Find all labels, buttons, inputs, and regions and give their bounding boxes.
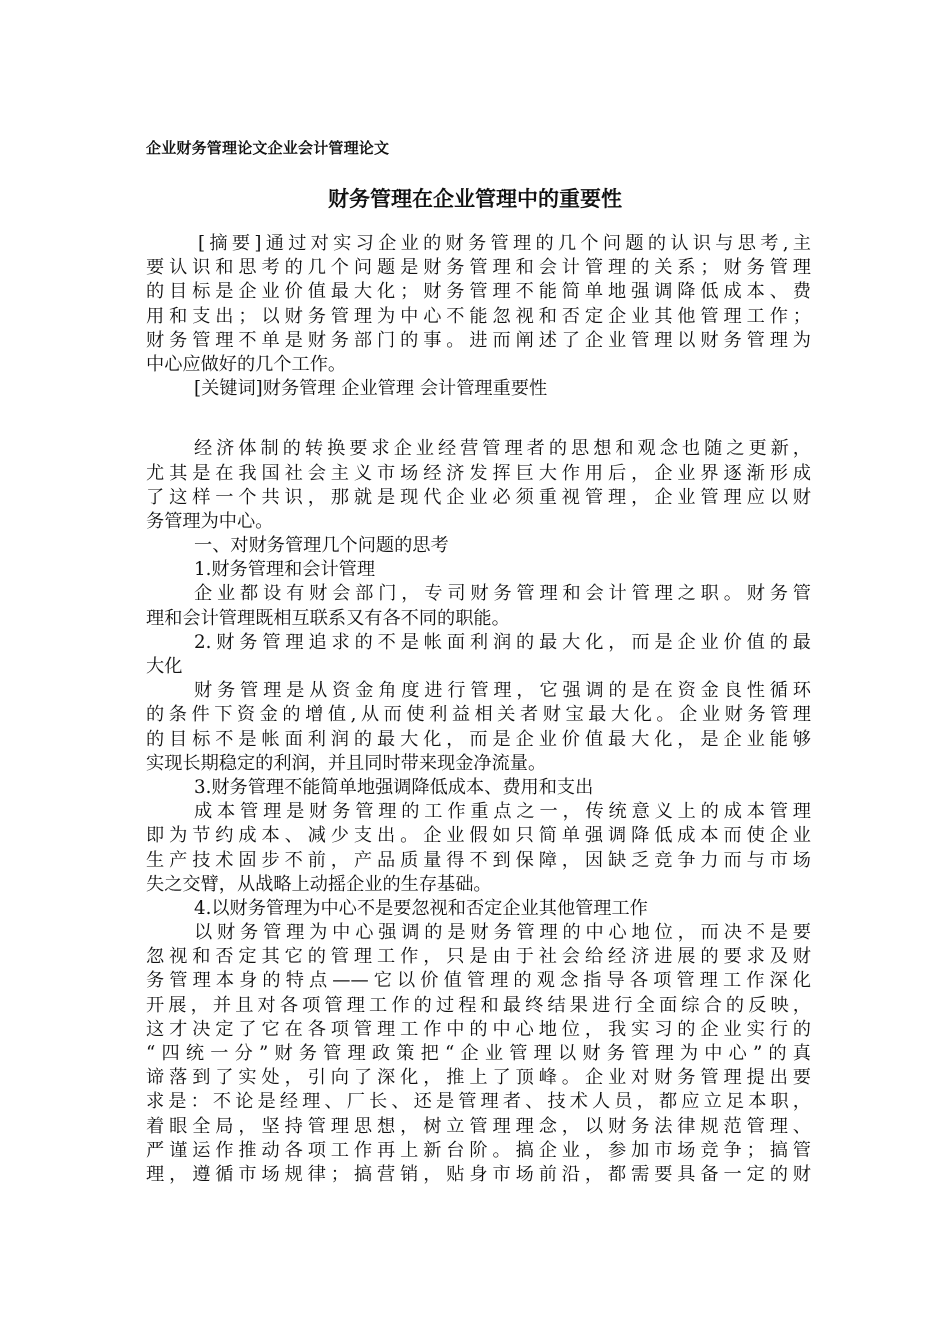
text-line: 2.财务管理追求的不是帐面利润的最大化，而是企业价值的最	[194, 631, 811, 653]
text-line: 谛落到了实处，引向了深化，推上了顶峰。企业对财务管理提出要	[146, 1067, 811, 1089]
text-line: 用和支出；以财务管理为中心不能忽视和否定企业其他管理工作；	[146, 305, 811, 327]
paragraph-2	[146, 679, 811, 776]
text-line: 理和会计管理既相互联系又有各不同的职能。	[146, 607, 510, 629]
subheading-1: 1.财务管理和会计管理	[194, 559, 376, 581]
paragraph-1	[146, 582, 811, 630]
text-line: 财务管理不单是财务部门的事。进而阐述了企业管理以财务管理为	[146, 329, 811, 351]
subheading-3: 3.财务管理不能简单地强调降低成本、费用和支出	[194, 776, 594, 798]
text-line: 这才决定了它在各项管理工作中的中心地位，我实习的企业实行的	[146, 1018, 811, 1040]
text-line: 着眼全局，坚持管理思想，树立管理理念，以财务法律规范管理、	[146, 1115, 811, 1137]
text-line: 严谨运作推动各项工作再上新台阶。搞企业，参加市场竞争；搞管	[146, 1139, 811, 1161]
text-line: 务管理本身的特点——它以价值管理的观念指导各项管理工作深化	[146, 970, 811, 992]
text-line: 大化	[146, 656, 183, 677]
text-line: 的条件下资金的增值,从而使利益相关者财宝最大化。企业财务管理	[146, 704, 811, 726]
text-line: 企业都设有财会部门，专司财务管理和会计管理之职。财务管	[194, 583, 811, 605]
text-line: 即为节约成本、减少支出。企业假如只简单强调降低成本而使企业	[146, 825, 811, 847]
text-line: 实现长期稳定的利润，并且同时带来现金净流量。	[146, 752, 547, 774]
text-line: 以财务管理为中心强调的是财务管理的中心地位，而决不是要	[194, 922, 811, 944]
text-line: [摘要]通过对实习企业的财务管理的几个问题的认识与思考,主	[198, 233, 811, 254]
paragraph-3	[146, 800, 811, 897]
text-line: 要认识和思考的几个问题是财务管理和会计管理的关系；财务管理	[146, 257, 811, 279]
paragraph-4	[146, 921, 811, 1187]
text-line: 求是：不论是经理、厂长、还是管理者、技术人员，都应立足本职，	[146, 1091, 811, 1113]
keywords-line: [关键词]财务管理 企业管理 会计管理重要性	[194, 378, 548, 400]
text-line: 务管理为中心。	[146, 510, 274, 532]
text-line: 尤其是在我国社会主义市场经济发挥巨大作用后，企业界逐渐形成	[146, 462, 811, 484]
text-line: 的目标不是帐面利润的最大化，而是企业价值最大化，是企业能够	[146, 728, 811, 750]
text-line: 生产技术固步不前，产品质量得不到保障，因缺乏竞争力而与市场	[146, 849, 811, 871]
blank-line	[146, 401, 811, 437]
document-category: 企业财务管理论文企业会计管理论文	[146, 139, 390, 157]
text-line: 成本管理是财务管理的工作重点之一，传统意义上的成本管理	[194, 801, 811, 823]
text-line: “四统一分”财务管理政策把“企业管理以财务管理为中心”的真	[146, 1043, 811, 1064]
text-line: 财务管理是从资金角度进行管理，它强调的是在资金良性循环	[194, 680, 811, 702]
abstract-paragraph	[146, 232, 811, 377]
text-line: 了这样一个共识，那就是现代企业必须重视管理，企业管理应以财	[146, 486, 811, 508]
subheading-2	[146, 631, 811, 679]
text-line: 中心应做好的几个工作。	[146, 353, 347, 375]
intro-paragraph	[146, 437, 811, 534]
text-line: 经济体制的转换要求企业经营管理者的思想和观念也随之更新，	[194, 438, 811, 460]
document-title: 财务管理在企业管理中的重要性	[328, 186, 622, 211]
section-heading: 一、对财务管理几个问题的思考	[194, 535, 449, 557]
subheading-4: 4.以财务管理为中心不是要忽视和否定企业其他管理工作	[194, 897, 648, 919]
text-line: 忽视和否定其它的管理工作，只是由于社会给经济进展的要求及财	[146, 946, 811, 968]
document-body	[146, 232, 811, 1187]
text-line: 理，遵循市场规律；搞营销，贴身市场前沿，都需要具备一定的财	[146, 1163, 811, 1185]
text-line: 失之交臂，从战略上动摇企业的生存基础。	[146, 873, 492, 895]
text-line: 的目标是企业价值最大化；财务管理不能简单地强调降低成本、费	[146, 281, 811, 303]
text-line: 开展，并且对各项管理工作的过程和最终结果进行全面综合的反映，	[146, 994, 811, 1016]
